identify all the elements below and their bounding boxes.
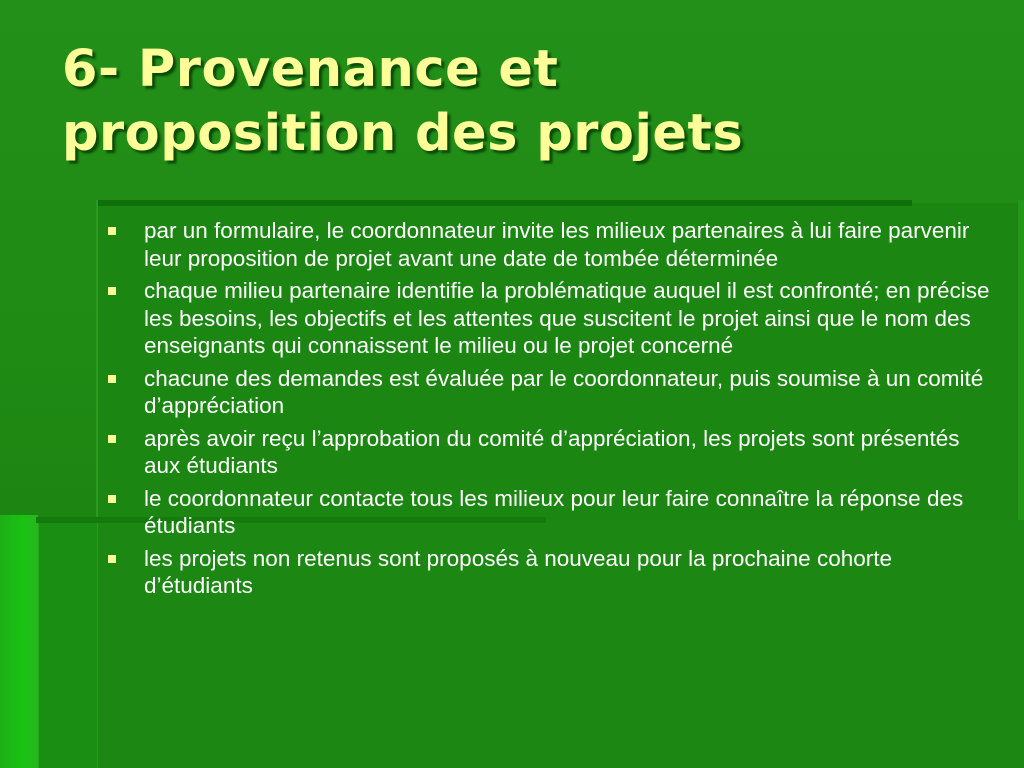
bullet-list: [106, 217, 991, 605]
bullet-text: les projets non retenus sont proposés à nouveau pour la prochaine cohorte d’étudiants: [144, 545, 892, 598]
bullet-item: [106, 485, 991, 540]
bullet-text: le coordonnateur contacte tous les milieux pour leur faire connaître la réponse des étudiants: [144, 485, 964, 538]
bullet-item: [106, 277, 991, 360]
slide-title-line2: proposition des projets: [62, 104, 744, 163]
square-bullet-icon: [108, 287, 116, 295]
bullet-item: [106, 425, 991, 480]
bullet-item: [106, 365, 991, 420]
bullet-text: après avoir reçu l’approbation du comité d’appréciation, les projets sont présentés aux étudiants: [144, 425, 960, 478]
bullet-text: chaque milieu partenaire identifie la problématique auquel il est confronté; en précise les besoins, les objectifs et les attentes que suscitent le projet ainsi que le nom des enseignants qui connaissent le milieu ou le projet concerné: [144, 278, 990, 358]
decorative-line-top: [96, 200, 912, 206]
square-bullet-icon: [108, 227, 116, 235]
bullet-text: chacune des demandes est évaluée par le coordonnateur, puis soumise à un comité d’appréciation: [144, 365, 984, 418]
square-bullet-icon: [108, 495, 116, 503]
square-bullet-icon: [108, 555, 116, 563]
decorative-strip-left: [0, 515, 38, 768]
slide-title: [62, 38, 962, 166]
decorative-strip-left-inner: [38, 520, 97, 768]
square-bullet-icon: [108, 435, 116, 443]
slide-title-line1: 6- Provenance et: [62, 40, 559, 99]
bullet-item: [106, 545, 991, 600]
square-bullet-icon: [108, 375, 116, 383]
decorative-edge-right: [1018, 200, 1024, 520]
bullet-item: [106, 217, 991, 272]
bullet-text: par un formulaire, le coordonnateur invite les milieux partenaires à lui faire parvenir leur proposition de projet avant une date de tombée déterminée: [144, 218, 970, 271]
